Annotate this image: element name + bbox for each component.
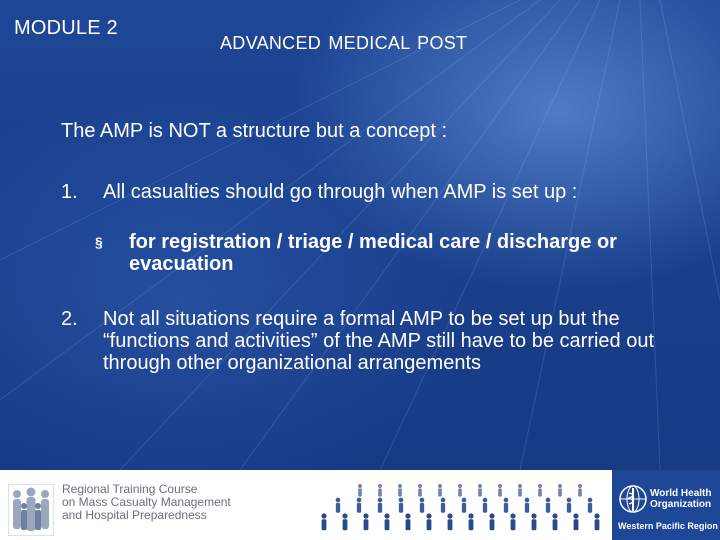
crowd-figure <box>336 498 341 513</box>
crowd-figure <box>567 498 572 513</box>
crowd-figure <box>462 498 467 513</box>
crowd-figure <box>441 498 446 513</box>
crowd-figure <box>405 513 410 530</box>
crowd-figure <box>573 513 578 530</box>
list-item-text: All casualties should go through when AMP is set up : <box>103 181 578 203</box>
crowd-figure <box>504 498 509 513</box>
course-title <box>62 483 231 522</box>
crowd-figure <box>489 513 494 530</box>
crowd-figure <box>357 498 362 513</box>
crowd-figure <box>588 498 593 513</box>
crowd-figure <box>378 484 382 497</box>
crowd-figure <box>483 498 488 513</box>
crowd-figure <box>468 513 473 530</box>
course-title-line: on Mass Casualty Management <box>62 495 231 509</box>
course-title-line: and Hospital Preparedness <box>62 508 207 522</box>
square-bullet-icon: § <box>95 234 103 250</box>
crowd-figure <box>420 498 425 513</box>
crowd-figure <box>538 484 542 497</box>
crowd-figure <box>321 513 326 530</box>
crowd-figure <box>546 498 551 513</box>
who-emblem-icon <box>618 484 648 514</box>
crowd-figure <box>363 513 368 530</box>
who-logo-block <box>612 470 720 540</box>
crowd-figure <box>384 513 389 530</box>
intro-text: The AMP is NOT a structure but a concept : <box>61 120 448 142</box>
crowd-figure <box>378 498 383 513</box>
crowd-figure <box>594 513 599 530</box>
crowd-figure <box>458 484 462 497</box>
crowd-silhouette-decoration <box>320 478 610 536</box>
slide-title: ADVANCED MEDICAL POST <box>220 33 468 53</box>
crowd-figure <box>358 484 362 497</box>
crowd-figure <box>578 484 582 497</box>
module-label: MODULE 2 <box>14 17 118 39</box>
crowd-figure <box>531 513 536 530</box>
crowd-figure <box>447 513 452 530</box>
crowd-figure <box>552 513 557 530</box>
who-region: Western Pacific Region <box>618 521 718 531</box>
list-item-number: 2. <box>61 308 78 330</box>
crowd-figure <box>518 484 522 497</box>
crowd-figure <box>438 484 442 497</box>
sub-list-item-text: for registration / triage / medical care / discharge or evacuation <box>129 231 617 275</box>
crowd-figure <box>478 484 482 497</box>
crowd-figure <box>398 484 402 497</box>
list-item-number: 1. <box>61 181 78 203</box>
crowd-figure <box>399 498 404 513</box>
crowd-figure <box>418 484 422 497</box>
crowd-figure <box>498 484 502 497</box>
people-group-logo <box>8 484 54 536</box>
crowd-figure <box>426 513 431 530</box>
crowd-figure <box>342 513 347 530</box>
crowd-figure <box>558 484 562 497</box>
crowd-figure <box>525 498 530 513</box>
crowd-figure <box>510 513 515 530</box>
footer-banner <box>0 470 720 540</box>
who-name-line: World Health <box>650 488 712 499</box>
list-item-text: Not all situations require a formal AMP to be set up but the “functions and activities” of the AMP still have to be carried out through other organizational arrangements <box>103 308 655 374</box>
who-name <box>650 488 711 510</box>
course-title-line: Regional Training Course <box>62 482 198 496</box>
who-name-line: Organization <box>650 499 712 510</box>
